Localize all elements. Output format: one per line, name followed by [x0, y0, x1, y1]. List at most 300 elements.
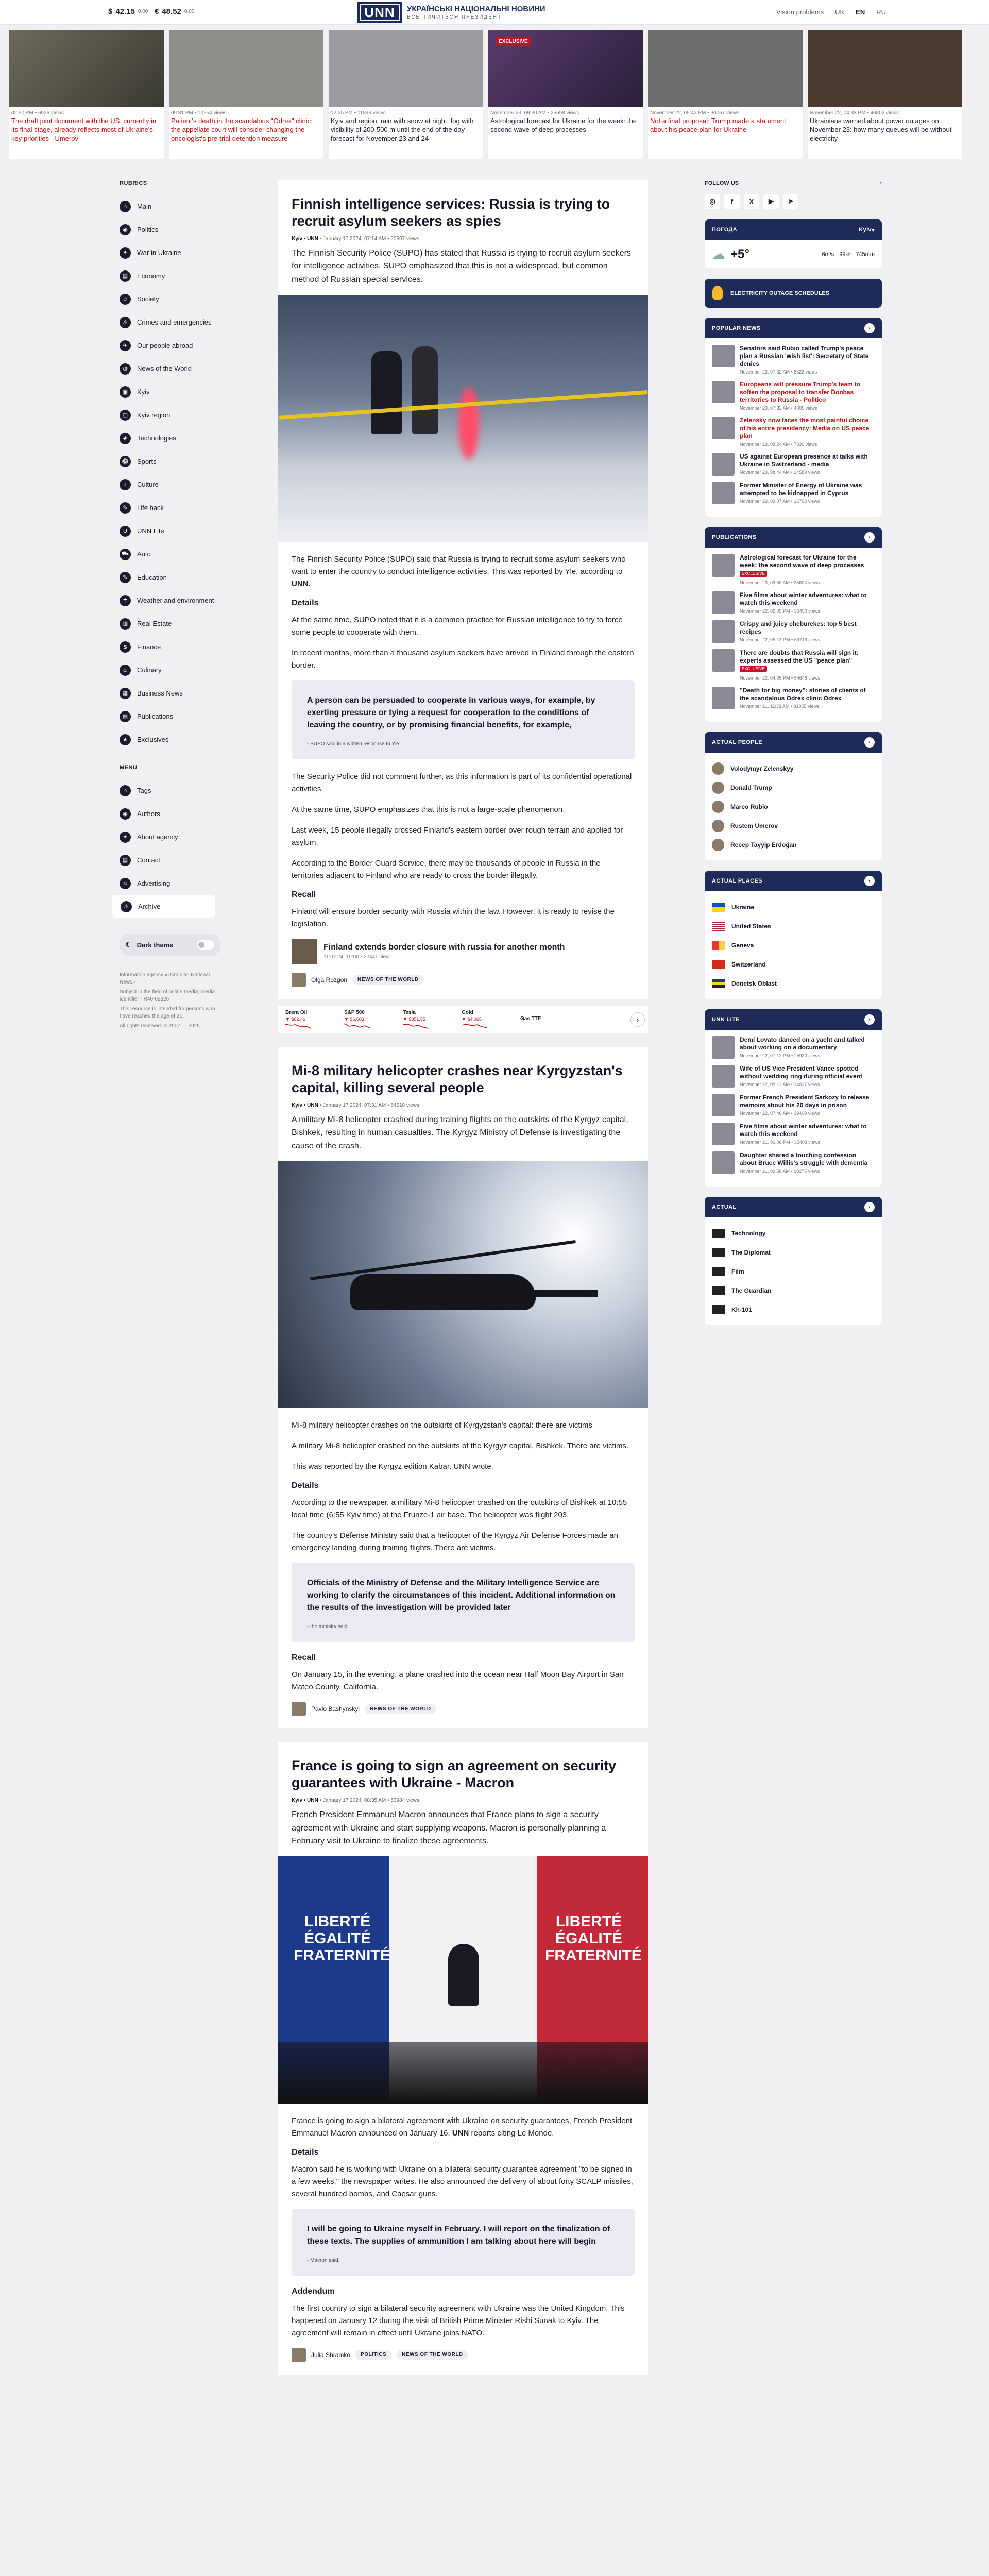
menu-item-label: Culinary	[137, 666, 162, 674]
weather-temp: +5°	[730, 247, 749, 261]
news-item[interactable]	[712, 687, 875, 709]
rubric-icon: ♨	[120, 665, 131, 676]
rubric-icon: ▥	[120, 618, 131, 630]
logo-mark: UNN	[357, 2, 402, 23]
article-title[interactable]: Finnish intelligence services: Russia is trying to recruit asylum seekers as spies	[292, 196, 610, 229]
news-title: Crispy and juicy cheburekes: top 5 best recipes	[740, 620, 857, 635]
news-item[interactable]	[712, 1065, 875, 1088]
site-tagline: ВСЕ ТИЧИТЬСЯ ПРЕЗИДЕНТ	[407, 14, 502, 20]
rubric-exclusives[interactable]	[120, 728, 223, 751]
news-title: Wife of US Vice President Vance spotted without wedding ring during official event	[740, 1065, 862, 1080]
flag-icon	[712, 941, 725, 950]
article-lead: French President Emmanuel Macron announces that France plans to sign a security agreement with Ukraine and start supplying weapons. Macron is personally planning a February visit to Ukraine to finalize these agreements.	[292, 1810, 606, 1846]
rubric-icon: ✈	[120, 340, 131, 351]
flag-icon	[712, 903, 725, 912]
rubric-economy[interactable]	[120, 264, 223, 287]
menu-item-label: Crimes and emergencies	[137, 318, 212, 326]
rubric-icon: ◈	[120, 433, 131, 444]
card-title: Patient's death in the scandalous "Odrex" clinic: the appellate court will consider changing the oncologist's pre-trial detention measure	[171, 117, 313, 142]
ticker-item[interactable]: Gas TTF	[520, 1016, 541, 1022]
unn-lite-widget: UNN LITE › Demi Lovato danced on a yacht and talked about working on a documentary November 22, 07:12 PM • 25980 views Wife of US Vice President Vance spotted without wedding ring during official event November 22, 08:13 AM • 34817 views Former French President Sarkozy to release memoirs about his 20 days in prison November 22, 07:46 AM • 39409 views Five films about winter adventures: what to watch this weekend November 21, 06:06 PM • 35408 views Daughter shared a touching confession about Bruce Willis's struggle with dementia November 21, 09:58 AM • 90275 views	[705, 1009, 882, 1187]
card-title: Ukrainians warned about power outages on November 23: how many queues will be without electricity	[810, 117, 952, 142]
news-thumb	[712, 417, 735, 439]
menu-item-label: Business News	[137, 689, 183, 697]
rubric-culinary[interactable]	[120, 658, 223, 682]
actual-name: Technology	[731, 1229, 766, 1237]
rubric-sports[interactable]	[120, 450, 223, 473]
person-item[interactable]	[712, 835, 875, 854]
person-name: Recep Tayyip Erdoğan	[730, 841, 797, 849]
menu-advertising[interactable]	[120, 872, 223, 895]
footer-line: Subject in the field of online media; media identifier - R40-05326	[120, 989, 215, 1002]
news-thumb	[712, 1123, 735, 1145]
chevron-right-icon[interactable]: ›	[864, 1014, 875, 1025]
news-title: Astrological forecast for Ukraine for the week: the second wave of deep processes	[740, 554, 864, 569]
place-name: Donetsk Oblast	[731, 979, 777, 987]
exclusive-badge: EXCLUSIVE	[496, 37, 531, 46]
lang-en[interactable]: EN	[856, 8, 865, 16]
rubric-icon: ⚠	[120, 317, 131, 328]
news-thumb	[712, 482, 735, 504]
news-item[interactable]	[712, 482, 875, 504]
rubric-main[interactable]	[120, 195, 223, 218]
instagram-icon[interactable]: ◎	[705, 194, 720, 209]
menu-item-label: Tags	[137, 787, 151, 794]
article-title[interactable]: Mi-8 military helicopter crashes near Kyrgyzstan's capital, killing several people	[292, 1062, 623, 1095]
popular-news-widget: POPULAR NEWS › Senators said Rubio called Trump's peace plan a Russian 'wish list': Secretary of State denies November 23, 07:32 AM • 8522 views Europeans will pressure Trump's team to soften the proposal to transfer Donbas territories to Russia - Politico November 23, 07:32 AM • 4805 views Zelensky now faces the most painful choice of his entire presidency: Media on US peace plan November 23, 08:24 AM • 7330 views US against European presence at talks with Ukraine in Switzerland - media November 23, 08:44 AM • 14588 views Former Minister of Energy of Ukraine was attempted to be kidnapped in Cyprus November 23, 09:07 AM • 16798 views	[705, 318, 882, 517]
news-thumb	[712, 1151, 735, 1174]
rubric-icon: ⌂	[120, 785, 131, 796]
author-name[interactable]: Olga Rozgon	[311, 976, 348, 984]
card-meta: November 22, 04:38 PM • 46802 views	[810, 110, 899, 116]
footer-info	[120, 972, 223, 1030]
card-title: Astrological forecast for Ukraine for the week: the second wave of deep processes	[490, 117, 637, 133]
news-meta: November 23, 07:32 AM • 8522 views	[740, 369, 817, 375]
article-paragraph: On January 15, in the evening, a plane crashed into the ocean near Half Moon Bay Airport in San Mateo County, California.	[292, 1670, 624, 1692]
rubric-politics[interactable]	[120, 218, 223, 241]
avatar	[292, 1702, 306, 1716]
news-item[interactable]	[712, 453, 875, 476]
article-quote: A person can be persuaded to cooperate in various ways, for example, by exerting pressure or tying a request for cooperation to the conditions of leaving the country, or by promising financial benefits, for example, - SUPO said in a written response to Yle.	[292, 680, 635, 759]
person-item[interactable]	[712, 778, 875, 797]
news-item[interactable]	[712, 1036, 875, 1059]
person-item[interactable]	[712, 816, 875, 835]
lang-uk[interactable]: UK	[835, 8, 845, 16]
article-photo	[278, 1856, 648, 2104]
card-meta: 09:31 PM • 10254 views	[171, 110, 227, 116]
carousel-card[interactable]	[648, 30, 803, 159]
rubric-society[interactable]	[120, 287, 223, 311]
tag-news-of-the-world[interactable]: NEWS OF THE WORLD	[352, 975, 424, 985]
menu-item-label: Archive	[138, 903, 161, 910]
news-thumb	[712, 381, 735, 403]
right-sidebar	[705, 180, 882, 1335]
news-meta: November 22, 05:13 PM • 69719 views	[740, 637, 820, 642]
news-title: Europeans will pressure Trump's team to soften the proposal to transfer Donbas territories to Russia - Politico	[740, 381, 861, 403]
article-title[interactable]: France is going to sign an agreement on security guarantees with Ukraine - Macron	[292, 1758, 617, 1791]
place-item[interactable]	[712, 897, 875, 917]
news-title: Former Minister of Energy of Ukraine was attempted to be kidnapped in Cyprus	[740, 482, 862, 497]
author-row	[292, 1702, 635, 1716]
actual-name: The Diplomat	[731, 1248, 771, 1256]
author-row	[292, 973, 635, 987]
rubric-icon: ◉	[120, 808, 131, 820]
article-paragraph: France is going to sign a bilateral agreement with Ukraine on security guarantees, French President Emmanuel Macron announced on January 16, UNN reports citing Le Monde.	[292, 2116, 633, 2138]
menu-item-label: Publications	[137, 713, 174, 720]
author-row	[292, 2348, 635, 2362]
rubric-auto[interactable]	[120, 543, 223, 566]
rubric-icon: ☺	[120, 294, 131, 305]
weather-humidity: 99%	[839, 251, 851, 258]
person-name: Donald Trump	[730, 784, 772, 791]
menu-contact[interactable]	[120, 849, 223, 872]
section-heading: Details	[292, 598, 319, 607]
menu-item-label: Weather and environment	[137, 597, 214, 604]
menu-item-label: Advertising	[137, 879, 170, 887]
news-title: Daughter shared a touching confession about Bruce Willis's struggle with dementia	[740, 1151, 868, 1166]
rubric-icon: ▢	[120, 410, 131, 421]
section-heading: Details	[292, 2147, 319, 2157]
news-item[interactable]	[712, 345, 875, 375]
rubric-kyiv-region[interactable]	[120, 403, 223, 427]
flag-icon	[712, 979, 725, 988]
news-meta: November 23, 07:32 AM • 4805 views	[740, 405, 817, 411]
news-meta: November 21, 09:58 AM • 90275 views	[740, 1168, 820, 1174]
tag-politics[interactable]: POLITICS	[355, 2350, 391, 2360]
electricity-schedule-banner[interactable]: ELECTRICITY OUTAGE SCHEDULES	[705, 279, 882, 308]
cloud-snow-icon: ☁	[712, 246, 725, 262]
section-heading: Recall	[292, 1653, 316, 1663]
card-photo	[329, 30, 483, 107]
news-meta: November 22, 07:12 PM • 25980 views	[740, 1053, 820, 1058]
rubric-finance[interactable]	[120, 635, 223, 658]
top-nav	[776, 8, 886, 16]
rubric-icon: ⚽	[120, 456, 131, 467]
carousel-card[interactable]	[808, 30, 962, 159]
carousel-card[interactable]	[9, 30, 164, 159]
news-meta: November 21, 11:38 AM • 81055 views	[740, 704, 820, 709]
news-item[interactable]	[712, 1151, 875, 1174]
rubric-our-people-abroad[interactable]	[120, 334, 223, 357]
article-paragraph: According to the newspaper, a military Mi-8 helicopter crashed on the outskirts of Bishkek at 10:55 local time (6:55 Kyiv time) at the Frunze-1 air base. The helicopter was flight 203.	[292, 1498, 627, 1520]
news-meta: November 21, 06:06 PM • 35408 views	[740, 1140, 820, 1145]
flag-icon	[712, 922, 725, 931]
menu-list	[120, 779, 223, 918]
menu-item-label: Kyiv region	[137, 411, 170, 419]
author-name[interactable]: Pavlo Bashynskyi	[311, 1705, 360, 1713]
article-paragraph: According to the Border Guard Service, there may be thousands of people in Russia in the territories adjacent to Finland who are ready to cross the border illegally.	[292, 858, 601, 880]
source-logo-icon	[712, 1286, 725, 1295]
article-paragraph: The first country to sign a bilateral security agreement with Ukraine was the United Kingdom. This happened on January 12 during the visit of British Prime Minister Rishi Sunak to Kyiv. The agreement will remain in effect until Ukraine joins NATO.	[292, 2303, 625, 2337]
usd-rate: $ 42.15 0.00	[108, 7, 148, 16]
market-ticker	[278, 1006, 648, 1033]
news-item[interactable]	[712, 649, 875, 681]
related-article[interactable]	[292, 939, 635, 964]
rubric-icon: ♪	[120, 479, 131, 490]
card-photo	[9, 30, 164, 107]
source-logo-icon	[712, 1229, 725, 1238]
news-item[interactable]	[712, 1123, 875, 1145]
ticker-item[interactable]: Brent Oil ▼ $62.46	[282, 1010, 341, 1029]
actual-widget: ACTUAL › Technology The Diplomat Film The Guardian Kh-101	[705, 1197, 882, 1325]
footer-line: This resource is intended for persons who have reached the age of 21.	[120, 1006, 215, 1019]
menu-item-label: War in Ukraine	[137, 249, 181, 257]
avatar	[712, 820, 724, 832]
weather-wind: 6m/s	[822, 251, 834, 258]
rubric-icon: ⚠	[121, 901, 132, 912]
left-sidebar	[120, 180, 223, 1030]
sparkline	[462, 1022, 487, 1029]
site-logo[interactable]	[357, 2, 545, 23]
news-thumb	[712, 1036, 735, 1059]
person-name: Rustem Umerov	[730, 822, 778, 829]
article-lead: A military Mi-8 helicopter crashed during training flights on the outskirts of the Kyrgyz capital, Bishkek, resulting in human casualties. The Kyrgyz Ministry of Defense is investigating the cause of the crash.	[292, 1115, 628, 1150]
card-title: Not a final proposal: Trump made a statement about his peace plan for Ukraine	[650, 117, 786, 133]
rubric-culture[interactable]	[120, 473, 223, 496]
rubric-crimes-and-emergencies[interactable]	[120, 311, 223, 334]
article-photo	[278, 295, 648, 542]
rubric-technologies[interactable]	[120, 427, 223, 450]
actual-places-widget: ACTUAL PLACES › Ukraine United States Geneva Switzerland Donetsk Oblast	[705, 871, 882, 999]
rubric-icon: ☺	[120, 878, 131, 889]
weather-widget	[705, 219, 882, 268]
article-paragraph: At the same time, SUPO emphasizes that this is not a large-scale phenomenon.	[292, 805, 565, 814]
news-meta: November 22, 07:46 AM • 39409 views	[740, 1111, 820, 1116]
person-name: Volodymyr Zelenskyy	[730, 765, 794, 772]
menu-item-label: Main	[137, 202, 152, 210]
rubric-icon: ⛟	[120, 549, 131, 560]
card-photo	[169, 30, 323, 107]
menu-tags[interactable]	[120, 779, 223, 802]
article-paragraph: A military Mi-8 helicopter crashed on the outskirts of the Kyrgyz capital, Bishkek. There are victims.	[292, 1442, 629, 1451]
rubric-icon: ◍	[120, 363, 131, 375]
article	[278, 180, 648, 999]
avatar	[712, 782, 724, 794]
rubric-life-hack[interactable]	[120, 496, 223, 519]
photo-caption-left: LIBERTÉ ÉGALITÉ FRATERNITÉ	[294, 1912, 390, 1964]
news-item[interactable]	[712, 1094, 875, 1116]
card-title: The draft joint document with the US, currently in its final stage, already reflects most of Ukraine's key priorities - Umerov	[11, 117, 157, 142]
article-quote: I will be going to Ukraine myself in February. I will report on the finalization of these texts. The supplies of ammunition I am talking about here will begin - Macron said.	[292, 2209, 635, 2276]
avatar	[712, 801, 724, 813]
news-item[interactable]	[712, 620, 875, 643]
news-item[interactable]	[712, 591, 875, 614]
news-thumb	[712, 554, 735, 577]
news-item[interactable]	[712, 381, 875, 411]
rubric-unn-lite[interactable]	[120, 519, 223, 543]
card-meta: November 23, 09:30 AM • 25598 views	[490, 110, 579, 116]
actual-item[interactable]	[712, 1243, 875, 1262]
article-paragraph: This was reported by the Kyrgyz edition Kabar. UNN wrote.	[292, 1462, 493, 1471]
person-name: Marco Rubio	[730, 803, 768, 810]
chevron-right-icon[interactable]: ›	[864, 532, 875, 543]
article-paragraph: Mi-8 military helicopter crashes on the outskirts of Kyrgyzstan's capital: there are victims	[292, 1421, 592, 1430]
rubric-publications[interactable]	[120, 705, 223, 728]
dark-theme-toggle[interactable]	[120, 934, 220, 956]
rubric-business-news[interactable]	[120, 682, 223, 705]
menu-about-agency[interactable]	[120, 825, 223, 849]
menu-item-label: Our people abroad	[137, 342, 193, 349]
rubric-icon: ✎	[120, 572, 131, 583]
person-item[interactable]	[712, 797, 875, 816]
lang-ru[interactable]: RU	[876, 8, 886, 16]
tag-news-of-the-world[interactable]: NEWS OF THE WORLD	[397, 2350, 468, 2360]
article-quote: Officials of the Ministry of Defense and the Military Intelligence Service are working to clarify the circumstances of this incident. Additional information on the results of the investigation will be provided later - the ministry said.	[292, 1563, 635, 1642]
place-item[interactable]	[712, 974, 875, 993]
menu-archive[interactable]	[112, 895, 215, 918]
article-paragraph: Macron said he is working with Ukraine on a bilateral security guarantee agreement "to be signed in a few weeks," the newspaper writes. He also announced the delivery of about forty SCALP missiles, several hundred bombs, and Caesar guns.	[292, 2164, 633, 2198]
news-thumb	[712, 620, 735, 643]
news-item[interactable]	[712, 417, 875, 447]
tag-news-of-the-world[interactable]: NEWS OF THE WORLD	[365, 1704, 436, 1714]
rubric-icon: ◉	[120, 224, 131, 235]
facebook-icon[interactable]: f	[724, 194, 740, 209]
weather-title: ПОГОДА	[712, 227, 738, 233]
ticker-item[interactable]: Gold ▼ $4,065	[458, 1010, 517, 1029]
actual-name: The Guardian	[731, 1286, 772, 1294]
chevron-right-icon[interactable]: ›	[864, 1202, 875, 1212]
vision-problems-link[interactable]: Vision problems	[776, 8, 824, 16]
flag-icon	[712, 960, 725, 969]
top-news-carousel	[9, 30, 980, 159]
avatar	[712, 762, 724, 775]
section-heading: Recall	[292, 890, 316, 899]
menu-item-label: Contact	[137, 856, 160, 864]
card-meta: November 22, 05:42 PM • 30067 views	[650, 110, 740, 116]
news-title: "Death for big money": stories of clients of the scandalous Odrex clinic Odrex	[740, 687, 866, 702]
actual-people-widget: ACTUAL PEOPLE › Volodymyr Zelenskyy Donald Trump Marco Rubio Rustem Umerov Recep Tayyip Erdoğan	[705, 732, 882, 860]
news-thumb	[712, 453, 735, 476]
city-select[interactable]: Kyiv ▾	[859, 227, 875, 233]
source-logo-icon	[712, 1305, 725, 1314]
place-name: Geneva	[731, 941, 754, 949]
rubric-real-estate[interactable]	[120, 612, 223, 635]
news-title: US against European presence at talks with Ukraine in Switzerland - media	[740, 453, 868, 468]
telegram-icon[interactable]: ➤	[783, 194, 798, 209]
card-photo	[808, 30, 962, 107]
carousel-card[interactable]	[169, 30, 323, 159]
place-item[interactable]	[712, 936, 875, 955]
news-item[interactable]	[712, 554, 875, 585]
section-heading: Addendum	[292, 2286, 335, 2296]
rubric-icon: ▣	[120, 386, 131, 398]
rubric-icon: ▤	[120, 855, 131, 866]
menu-item-label: Technologies	[137, 434, 176, 442]
place-item[interactable]	[712, 955, 875, 974]
rubric-icon: ★	[120, 734, 131, 745]
rubrics-list	[120, 195, 223, 751]
ticker-item[interactable]: S&P 500 ▼ $6,603	[341, 1010, 400, 1029]
news-title: Demi Lovato danced on a yacht and talked about working on a documentary	[740, 1036, 865, 1051]
actual-item[interactable]	[712, 1224, 875, 1243]
article-meta: Kyiv • UNN • January 17 2024, 07:14 AM • 20697 views	[292, 235, 419, 242]
menu-authors[interactable]	[120, 802, 223, 825]
carousel-card[interactable]	[329, 30, 483, 159]
main-feed	[278, 180, 648, 2388]
news-thumb	[712, 1065, 735, 1088]
chevron-right-icon[interactable]: ›	[864, 737, 875, 748]
menu-item-label: Exclusives	[137, 736, 169, 743]
menu-item-label: Society	[137, 295, 159, 303]
actual-item[interactable]	[712, 1300, 875, 1319]
chevron-right-icon[interactable]: ›	[864, 323, 875, 333]
rubric-kyiv[interactable]	[120, 380, 223, 403]
article-meta: Kyiv • UNN • January 17 2024, 08:35 AM • 53984 views	[292, 1798, 419, 1804]
menu-item-label: Kyiv	[137, 388, 150, 396]
footer-line: All rights reserved. © 2007 — 2025	[120, 1023, 200, 1029]
rubric-war-in-ukraine[interactable]	[120, 241, 223, 264]
toggle-switch[interactable]	[197, 940, 214, 950]
social-links	[705, 194, 882, 209]
news-title: Five films about winter adventures: what to watch this weekend	[740, 1123, 867, 1138]
actual-name: Film	[731, 1267, 744, 1275]
sparkline	[403, 1022, 429, 1029]
actual-name: Kh-101	[731, 1306, 753, 1313]
rubric-icon: ☂	[120, 595, 131, 606]
article-meta: Kyiv • UNN • January 17 2024, 07:31 AM • 54618 views	[292, 1102, 419, 1108]
article-paragraph: The Security Police did not comment further, as this information is part of its confidential operational activities.	[292, 772, 632, 793]
exclusive-badge: EXCLUSIVE	[740, 571, 767, 577]
eur-rate: € 48.52 0.00	[155, 7, 195, 16]
rubric-icon: ✦	[120, 247, 131, 259]
rubric-icon: ▦	[120, 688, 131, 699]
chevron-right-icon[interactable]: ›	[880, 180, 882, 187]
follow-us: FOLLOW US ›	[705, 180, 882, 187]
news-thumb	[712, 649, 735, 672]
chevron-right-icon[interactable]: ›	[630, 1012, 645, 1027]
site-name: УКРАЇНСЬКІ НАЦІОНАЛЬНІ НОВИНИ	[407, 5, 545, 13]
menu-item-label: Real Estate	[137, 620, 172, 628]
source-logo-icon	[712, 1248, 725, 1257]
weather-pressure: 745mm	[856, 251, 875, 258]
chevron-right-icon[interactable]: ›	[864, 876, 875, 886]
x-icon[interactable]: X	[744, 194, 759, 209]
youtube-icon[interactable]: ▶	[763, 194, 779, 209]
avatar	[292, 2348, 306, 2362]
ticker-item[interactable]: Tesla ▼ $351.55	[400, 1010, 458, 1029]
news-thumb	[712, 345, 735, 367]
rubric-icon: ✦	[120, 832, 131, 843]
actual-item[interactable]	[712, 1281, 875, 1300]
news-title: There are doubts that Russia will sign it: experts assessed the US "peace plan"	[740, 649, 859, 664]
menu-item-label: Education	[137, 573, 167, 581]
article-photo	[278, 1161, 648, 1408]
rubric-icon: $	[120, 641, 131, 653]
menu-item-label: About agency	[137, 833, 178, 841]
moon-icon: ☾	[126, 941, 132, 948]
person-item[interactable]	[712, 759, 875, 778]
article-paragraph: In recent months, more than a thousand asylum seekers have arrived in Finland through the eastern border.	[292, 648, 634, 670]
rubric-news-of-the-world[interactable]	[120, 357, 223, 380]
rubric-education[interactable]	[120, 566, 223, 589]
article-paragraph: Last week, 15 people illegally crossed Finland's eastern border over rough terrain and applied for asylum.	[292, 825, 623, 847]
news-title: Senators said Rubio called Trump's peace plan a Russian 'wish list': Secretary of State denies	[740, 345, 869, 367]
rubric-weather-and-environment[interactable]	[120, 589, 223, 612]
card-meta: 02:50 PM • 6926 views	[11, 110, 64, 116]
card-photo	[488, 30, 643, 107]
menu-item-label: Authors	[137, 810, 160, 818]
news-meta: November 23, 08:24 AM • 7330 views	[740, 442, 817, 447]
place-name: United States	[731, 922, 771, 930]
author-name[interactable]: Julia Shramko	[311, 2351, 351, 2359]
publications-widget: PUBLICATIONS › Astrological forecast for Ukraine for the week: the second wave of deep processes EXCLUSIVE November 23, 09:30 AM • 25603 views Five films about winter adventures: what to watch this weekend November 22, 06:05 PM • 30450 views Crispy and juicy cheburekes: top 5 best recipes November 22, 05:13 PM • 69719 views There are doubts that Russia will sign it: experts assessed the US "peace plan" EXCLUSIVE November 22, 04:05 PM • 54648 views "Death for big money": stories of clients of the scandalous Odrex clinic Odrex November 21, 11:38 AM • 81055 views	[705, 527, 882, 722]
menu-heading: MENU	[120, 765, 138, 771]
actual-item[interactable]	[712, 1262, 875, 1281]
carousel-card[interactable]	[488, 30, 643, 159]
news-thumb	[712, 591, 735, 614]
rubric-icon: U	[120, 526, 131, 537]
place-item[interactable]	[712, 917, 875, 936]
